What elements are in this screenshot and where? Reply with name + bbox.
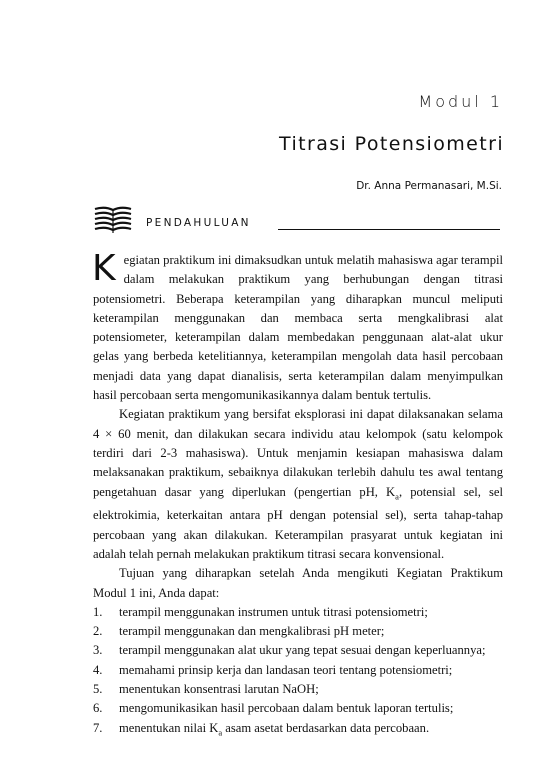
list-text: terampil menggunakan dan mengkalibrasi pH meter; [119, 624, 385, 639]
list-text: menentukan konsentrasi larutan NaOH; [119, 682, 319, 697]
list-text: mengomunikasikan hasil percobaan dalam bentuk laporan tertulis; [119, 701, 454, 716]
ka-subscript: a [395, 491, 399, 502]
list-item [93, 603, 503, 622]
paragraph-intro-text: egiatan praktikum ini dimaksudkan untuk melatih mahasiswa agar terampil dalam melakukan praktikum yang berhubungan dengan titrasi potensiometri. Beberapa keterampilan yang diharapkan muncul meliputi keterampilan menggunakan dan membaca serta mengkalibrasi alat potensiometer, keterampilan dalam membedakan penggunaan alat-alat ukur gelas yang berbeda ketelitiannya, keterampilan mengolah data hasil percobaan menjadi data yang dapat dianalisis, serta keterampilan dalam menyimpulkan hasil percobaan serta mengomunikasikannya dalam bentuk tertulis. [93, 253, 503, 403]
goals-list [93, 603, 503, 743]
open-book-icon [93, 205, 133, 235]
section-divider [278, 229, 500, 230]
list-item [93, 661, 503, 680]
list-text: terampil menggunakan instrumen untuk titrasi potensiometri; [119, 604, 428, 619]
paragraph-intro [92, 248, 503, 405]
list-text: menentukan nilai K [119, 720, 219, 735]
paragraph-goals-intro: Tujuan yang diharapkan setelah Anda mengikuti Kegiatan Praktikum Modul 1 ini, Anda dapat: [93, 566, 503, 600]
list-item [93, 622, 503, 641]
list-number: 2. [93, 624, 103, 639]
list-item [93, 680, 503, 699]
paragraph-activity [93, 405, 503, 564]
list-item [93, 641, 503, 660]
list-item [93, 699, 503, 718]
list-text: memahami prinsip kerja dan landasan teori tentang potensiometri; [119, 662, 453, 677]
list-number: 5. [93, 682, 103, 697]
paragraph-activity-text-a: Kegiatan praktikum yang bersifat eksplorasi ini dapat dilaksanakan selama 4 × 60 menit, dan dilakukan secara individu atau kelompok (satu kelompok terdiri dari 2-3 mahasiswa). Untuk menjamin kesiapan mahasiswa dalam melaksanakan praktikum, sebaiknya dilakukan terlebih dahulu tes awal tentang pengetahuan dasar yang diperlukan (pengertian pH, K [93, 407, 503, 499]
module-number: Modul 1 [418, 92, 503, 111]
list-text: terampil menggunakan alat ukur yang tepat sesuai dengan keperluannya; [119, 643, 486, 658]
list-item [93, 719, 503, 743]
paragraph-activity-text-b: , potensial sel, sel elektrokimia, keterkaitan antara pH dengan potensial sel), serta tahap-tahap percobaan yang akan dilakukan. Keterampilan prasyarat untuk kegiatan ini adalah telah pernah melakukan praktikum titrasi secara konvensional. [93, 484, 503, 561]
list-number: 3. [93, 643, 103, 658]
list-number: 4. [93, 662, 103, 677]
ka-subscript: a [218, 727, 223, 738]
list-number: 1. [93, 604, 103, 619]
author-name: Dr. Anna Permanasari, M.Si. [356, 180, 502, 192]
list-number: 6. [93, 701, 103, 716]
body-text [92, 248, 503, 742]
list-text-after: asam asetat berdasarkan data percobaan. [222, 720, 430, 735]
section-heading: PENDAHULUAN [146, 217, 251, 229]
list-number: 7. [93, 720, 103, 735]
page-title: Titrasi Potensiometri [279, 133, 504, 155]
drop-cap: K [92, 248, 116, 289]
